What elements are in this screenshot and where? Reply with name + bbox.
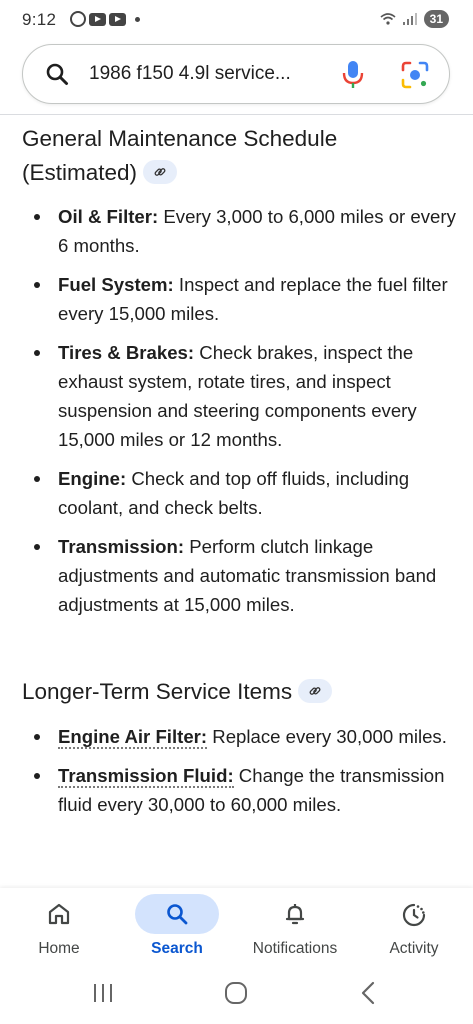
item-term-link[interactable]: Engine Air Filter: <box>58 726 208 747</box>
link-chip[interactable] <box>143 160 177 184</box>
threads-icon <box>70 11 86 27</box>
item-text: Check brakes, inspect the exhaust system, rotate tires, and inspect suspension and steering components every 15,000 miles or 12 months. <box>58 342 417 450</box>
youtube-icon <box>109 13 126 26</box>
signal-icon <box>402 12 418 26</box>
item-text: Replace every 30,000 miles. <box>207 726 447 747</box>
search-input[interactable]: 1986 f150 4.9l service... <box>89 63 291 84</box>
list-item <box>22 464 462 522</box>
search-box[interactable] <box>22 44 450 104</box>
longer-term-list <box>22 722 462 829</box>
notification-icons <box>70 11 140 27</box>
item-term: Tires & Brakes: <box>58 342 195 363</box>
nav-activity[interactable] <box>355 888 473 968</box>
heading-text: General Maintenance Schedule <box>22 126 338 151</box>
status-time: 9:12 <box>22 10 57 29</box>
search-icon <box>165 902 189 931</box>
nav-label: Activity <box>389 940 439 957</box>
ai-overview-content <box>0 118 473 888</box>
item-term: Fuel System: <box>58 274 174 295</box>
list-item <box>22 722 462 751</box>
lens-icon[interactable] <box>400 60 430 95</box>
list-item <box>22 532 462 619</box>
item-term: Engine: <box>58 468 127 489</box>
list-item <box>22 270 462 328</box>
battery-indicator: 31 <box>424 10 449 28</box>
search-icon[interactable] <box>45 62 69 91</box>
section-heading-general <box>22 122 337 190</box>
more-notifications-icon <box>135 17 140 22</box>
list-item <box>22 761 462 819</box>
item-term: Oil & Filter: <box>58 206 159 227</box>
nav-home[interactable] <box>0 888 118 968</box>
general-maintenance-list <box>22 202 462 629</box>
list-item <box>22 202 462 260</box>
item-text: Change the transmission fluid every 30,000 to 60,000 miles. <box>58 765 445 815</box>
status-bar <box>0 0 473 40</box>
system-nav-bar <box>0 968 473 1024</box>
bottom-nav <box>0 888 473 968</box>
list-item <box>22 338 462 454</box>
home-button-icon[interactable] <box>224 981 248 1005</box>
item-text: Check and top off fluids, including coolant, and check belts. <box>58 468 410 518</box>
youtube-icon <box>89 13 106 26</box>
wifi-icon <box>380 12 396 26</box>
back-icon[interactable] <box>359 981 377 1005</box>
nav-label: Notifications <box>252 940 338 957</box>
item-term: Transmission: <box>58 536 185 557</box>
activity-icon <box>401 902 427 933</box>
system-icons <box>380 10 449 28</box>
link-icon <box>308 684 322 698</box>
link-chip[interactable] <box>298 679 332 703</box>
item-text: Inspect and replace the fuel filter every 15,000 miles. <box>58 274 448 324</box>
nav-notifications[interactable] <box>236 888 354 968</box>
nav-label: Home <box>38 940 80 957</box>
heading-text: (Estimated) <box>22 160 138 185</box>
item-text: Perform clutch linkage adjustments and automatic transmission band adjustments at 15,000 miles. <box>58 536 437 615</box>
heading-text: Longer-Term Service Items <box>22 679 293 704</box>
mic-icon[interactable] <box>341 60 365 95</box>
home-icon <box>47 902 71 931</box>
nav-search[interactable] <box>118 888 236 968</box>
nav-label: Search <box>151 940 203 957</box>
link-icon <box>153 165 167 179</box>
bell-icon <box>283 902 307 931</box>
header-divider <box>0 114 473 115</box>
item-text: Every 3,000 to 6,000 miles or every 6 months. <box>58 206 456 256</box>
recent-apps-icon[interactable] <box>92 982 114 1004</box>
section-heading-longer-term <box>22 675 332 709</box>
item-term-link[interactable]: Transmission Fluid: <box>58 765 234 786</box>
